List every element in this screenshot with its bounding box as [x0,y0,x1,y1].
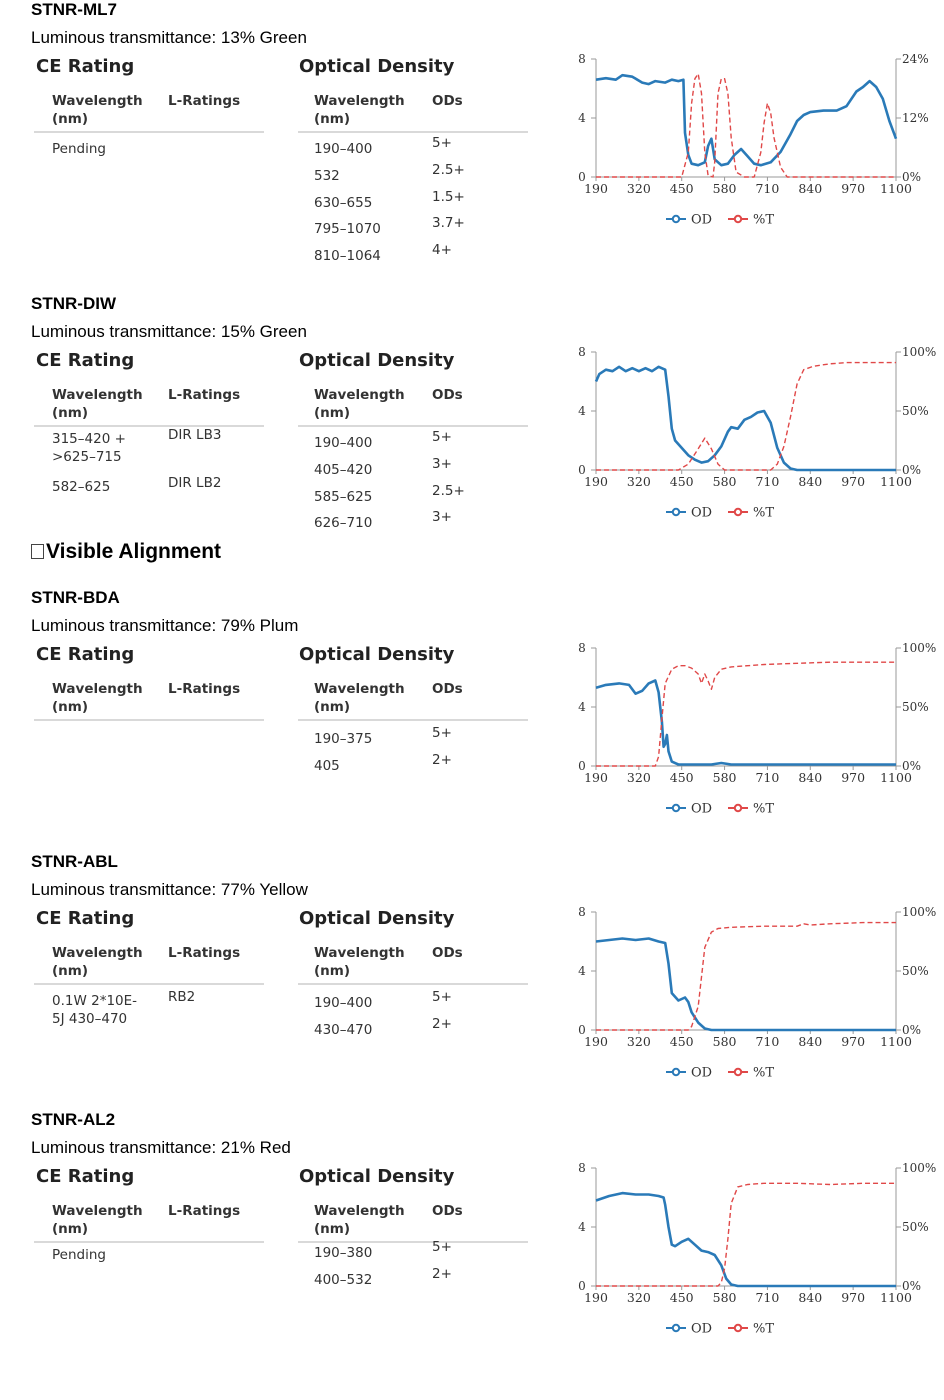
x-tick-label: 710 [755,770,780,785]
od-wavelength-header: Wavelength [314,681,405,697]
x-tick-label: 1100 [880,474,912,489]
legend-label: %T [753,505,775,521]
od-wavelength-cell: 190–400 [314,435,373,451]
optical-density-heading: Optical Density [299,56,455,77]
transmittance-series-line [596,662,896,766]
y2-tick-label: 0% [902,1279,922,1293]
x-tick-label: 190 [584,770,608,785]
x-tick-label: 190 [584,1290,608,1305]
y-tick-label: 8 [578,905,586,919]
x-tick-label: 840 [798,181,823,196]
od-header-rule [298,719,528,721]
ce-rating-heading: CE Rating [36,350,135,371]
optical-density-heading: Optical Density [299,350,455,371]
ce-wavelength-cell: 582–625 [52,479,111,495]
x-tick-label: 840 [798,474,823,489]
od-wavelength-header: Wavelength [314,93,405,109]
legend-marker-dot [673,805,679,811]
product-name: STNR-DIW [31,294,116,313]
od-wavelength-cell: 190–375 [314,731,373,747]
legend-marker-dot [673,1325,679,1331]
luminous-transmittance: Luminous transmittance: 77% Yellow [31,880,308,899]
ce-wavelength-header: Wavelength [52,945,143,961]
legend-label: OD [691,1065,713,1081]
ce-header-rule [34,719,264,721]
legend-marker-dot [735,805,741,811]
transmittance-series-line [596,74,896,177]
od-value-cell: 5+ [432,429,452,445]
od-header-rule [298,983,528,985]
product-name: STNR-AL2 [31,1110,116,1129]
od-wavelength-header: Wavelength [314,1203,405,1219]
x-tick-label: 580 [712,770,737,785]
od-wavelength-cell: 810–1064 [314,248,381,265]
od-wavelength-unit: (nm) [314,111,351,127]
y-tick-label: 0 [578,1279,586,1293]
legend-label: %T [753,1321,775,1337]
od-wavelength-cell: 405 [314,757,340,774]
od-value-cell: 2.5+ [432,482,465,499]
ods-header: ODs [432,681,463,697]
od-wavelength-cell: 405–420 [314,461,373,478]
x-tick-label: 580 [712,1034,737,1049]
ods-header: ODs [432,93,463,109]
od-transmittance-chart [560,346,940,526]
optical-density-heading: Optical Density [299,908,455,929]
y2-tick-label: 0% [902,170,922,184]
ce-wavelength-cell: >625–715 [52,449,122,465]
od-value-cell: 3+ [432,455,452,472]
ce-wavelength-header: Wavelength [52,387,143,403]
x-tick-label: 320 [626,770,651,785]
legend-marker-dot [673,1069,679,1075]
ods-header: ODs [432,945,463,961]
y-tick-label: 4 [578,1220,586,1234]
x-tick-label: 1100 [880,181,912,196]
x-tick-label: 1100 [880,770,912,785]
od-value-cell: 5+ [432,989,452,1005]
ce-wavelength-cell: 0.1W 2*10E- [52,993,138,1009]
l-rating-cell: DIR LB3 [168,427,222,443]
l-ratings-header: L-Ratings [168,945,241,961]
od-series-line [596,681,896,765]
y2-tick-label: 24% [902,52,929,66]
x-tick-label: 970 [841,770,866,785]
x-tick-label: 970 [841,1034,866,1049]
legend-marker-dot [735,216,741,222]
ce-wavelength-cell: 315–420 + [52,431,126,447]
od-wavelength-cell: 190–400 [314,141,373,157]
y-tick-label: 4 [578,404,586,418]
od-wavelength-cell: 400–532 [314,1271,373,1288]
x-tick-label: 320 [626,181,651,196]
l-rating-cell: DIR LB2 [168,475,222,491]
y-tick-label: 0 [578,759,586,773]
od-transmittance-chart [560,1162,940,1342]
od-wavelength-unit: (nm) [314,1221,351,1237]
x-tick-label: 190 [584,1034,608,1049]
x-tick-label: 450 [669,1290,694,1305]
x-tick-label: 580 [712,1290,737,1305]
luminous-transmittance: Luminous transmittance: 13% Green [31,28,307,47]
y-tick-label: 4 [578,964,586,978]
y-tick-label: 0 [578,1023,586,1037]
y2-tick-label: 100% [902,641,937,655]
x-tick-label: 970 [841,1290,866,1305]
l-ratings-header: L-Ratings [168,93,241,109]
y2-tick-label: 0% [902,1023,922,1037]
product-name: STNR-ABL [31,852,118,871]
section-heading: Visible Alignment [31,540,221,564]
od-wavelength-cell: 190–400 [314,995,373,1011]
x-tick-label: 840 [798,770,823,785]
od-wavelength-cell: 430–470 [314,1021,373,1038]
optical-density-heading: Optical Density [299,1166,455,1187]
od-wavelength-cell: 532 [314,167,340,184]
od-wavelength-header: Wavelength [314,945,405,961]
legend-label: OD [691,1321,713,1337]
l-ratings-header: L-Ratings [168,387,241,403]
x-tick-label: 840 [798,1034,823,1049]
od-transmittance-chart [560,642,940,822]
x-tick-label: 320 [626,474,651,489]
optical-density-heading: Optical Density [299,644,455,665]
od-wavelength-unit: (nm) [314,699,351,715]
ce-wavelength-cell: 5J 430–470 [52,1011,128,1027]
od-header-rule [298,1241,528,1243]
legend-label: %T [753,801,775,817]
x-tick-label: 190 [584,474,608,489]
x-tick-label: 970 [841,181,866,196]
x-tick-label: 1100 [880,1034,912,1049]
y-tick-label: 8 [578,52,586,66]
y2-tick-label: 12% [902,111,929,125]
ce-header-rule [34,1241,264,1243]
od-value-cell: 2.5+ [432,161,465,178]
od-wavelength-header: Wavelength [314,387,405,403]
legend-label: OD [691,505,713,521]
x-tick-label: 450 [669,770,694,785]
ce-header-rule [34,983,264,985]
ce-wavelength-unit: (nm) [52,1221,89,1237]
od-header-rule [298,425,528,427]
legend-label: %T [753,1065,775,1081]
od-wavelength-unit: (nm) [314,963,351,979]
od-wavelength-cell: 585–625 [314,488,373,505]
x-tick-label: 710 [755,181,780,196]
transmittance-series-line [596,1183,896,1286]
od-series-line [596,939,896,1031]
x-tick-label: 970 [841,474,866,489]
od-value-cell: 3+ [432,509,452,526]
y-tick-label: 8 [578,1161,586,1175]
x-tick-label: 580 [712,181,737,196]
ce-wavelength-unit: (nm) [52,963,89,979]
l-ratings-header: L-Ratings [168,681,241,697]
od-wavelength-unit: (nm) [314,405,351,421]
od-value-cell: 2+ [432,1015,452,1032]
ce-wavelength-unit: (nm) [52,405,89,421]
product-name: STNR-BDA [31,588,120,607]
od-transmittance-chart [560,906,940,1086]
legend-marker-dot [735,509,741,515]
od-wavelength-cell: 795–1070 [314,221,381,238]
y-tick-label: 8 [578,345,586,359]
od-value-cell: 2+ [432,1265,452,1282]
y2-tick-label: 100% [902,905,937,919]
product-name: STNR-ML7 [31,0,117,19]
y2-tick-label: 0% [902,759,922,773]
x-tick-label: 580 [712,474,737,489]
od-series-line [596,367,896,470]
ce-wavelength-header: Wavelength [52,93,143,109]
luminous-transmittance: Luminous transmittance: 79% Plum [31,616,299,635]
od-value-cell: 4+ [432,242,452,259]
od-value-cell: 5+ [432,1239,452,1255]
ods-header: ODs [432,1203,463,1219]
y-tick-label: 0 [578,463,586,477]
ce-header-rule [34,131,264,133]
x-tick-label: 1100 [880,1290,912,1305]
x-tick-label: 190 [584,181,608,196]
od-wavelength-cell: 630–655 [314,194,373,211]
ods-header: ODs [432,387,463,403]
x-tick-label: 710 [755,1034,780,1049]
od-value-cell: 2+ [432,751,452,768]
luminous-transmittance: Luminous transmittance: 21% Red [31,1138,291,1157]
ce-wavelength-header: Wavelength [52,1203,143,1219]
ce-wavelength-cell: Pending [52,141,106,157]
x-tick-label: 450 [669,181,694,196]
od-value-cell: 5+ [432,725,452,741]
transmittance-series-line [596,363,896,470]
legend-label: %T [753,212,775,228]
l-ratings-header: L-Ratings [168,1203,241,1219]
od-series-line [596,75,896,165]
x-tick-label: 450 [669,1034,694,1049]
luminous-transmittance: Luminous transmittance: 15% Green [31,322,307,341]
od-value-cell: 1.5+ [432,188,465,205]
legend-label: OD [691,801,713,817]
ce-rating-heading: CE Rating [36,56,135,77]
y2-tick-label: 100% [902,1161,937,1175]
x-tick-label: 320 [626,1034,651,1049]
ce-rating-heading: CE Rating [36,1166,135,1187]
y2-tick-label: 50% [902,404,929,418]
y-tick-label: 0 [578,170,586,184]
od-transmittance-chart [560,53,940,233]
x-tick-label: 840 [798,1290,823,1305]
ce-rating-heading: CE Rating [36,644,135,665]
od-value-cell: 3.7+ [432,215,465,232]
y-tick-label: 8 [578,641,586,655]
od-header-rule [298,131,528,133]
ce-header-rule [34,425,264,427]
x-tick-label: 320 [626,1290,651,1305]
od-series-line [596,1193,896,1286]
x-tick-label: 450 [669,474,694,489]
legend-marker-dot [735,1069,741,1075]
x-tick-label: 710 [755,1290,780,1305]
ce-wavelength-cell: Pending [52,1247,106,1263]
od-value-cell: 5+ [432,135,452,151]
x-tick-label: 710 [755,474,780,489]
y2-tick-label: 0% [902,463,922,477]
legend-label: OD [691,212,713,228]
y-tick-label: 4 [578,700,586,714]
ce-wavelength-unit: (nm) [52,111,89,127]
od-wavelength-cell: 626–710 [314,515,373,532]
ce-wavelength-header: Wavelength [52,681,143,697]
ce-rating-heading: CE Rating [36,908,135,929]
y2-tick-label: 50% [902,700,929,714]
legend-marker-dot [673,216,679,222]
legend-marker-dot [673,509,679,515]
od-wavelength-cell: 190–380 [314,1245,373,1261]
legend-marker-dot [735,1325,741,1331]
ce-wavelength-unit: (nm) [52,699,89,715]
y2-tick-label: 50% [902,964,929,978]
y2-tick-label: 100% [902,345,937,359]
y-tick-label: 4 [578,111,586,125]
l-rating-cell: RB2 [168,989,196,1005]
y2-tick-label: 50% [902,1220,929,1234]
